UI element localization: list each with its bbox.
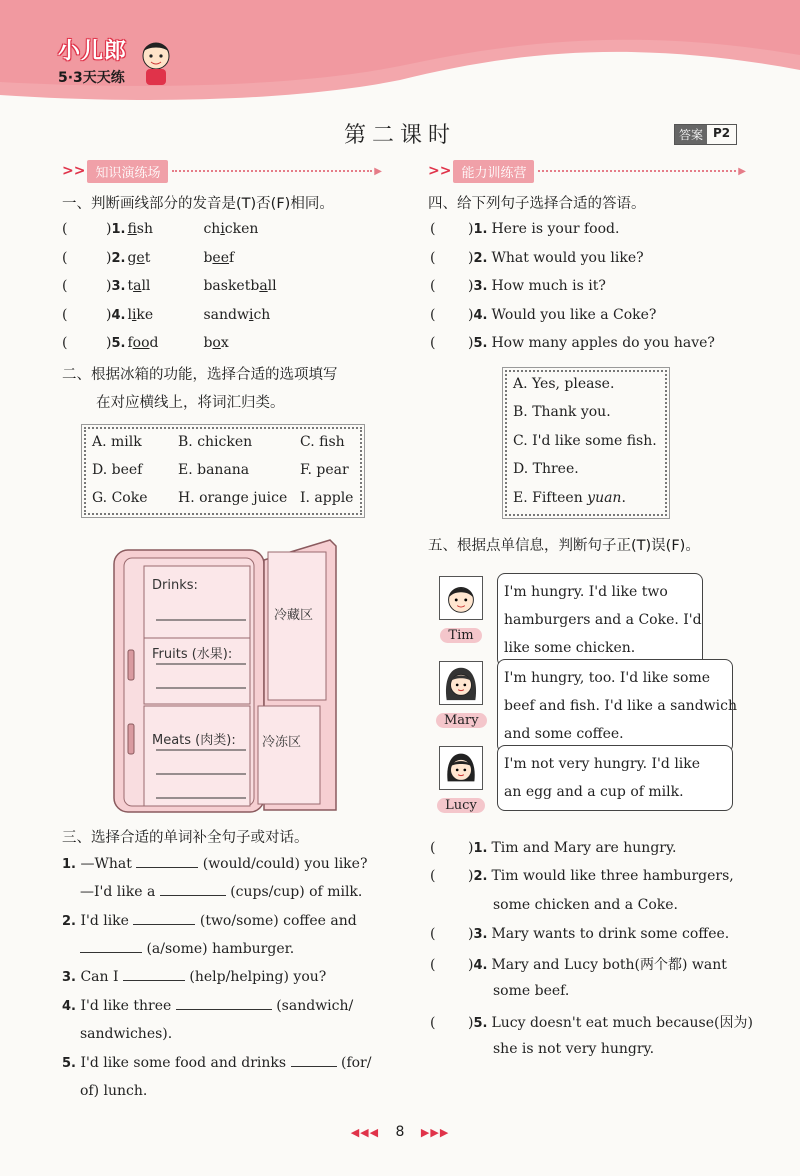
- item-number: 4.: [111, 307, 126, 323]
- word-part: d: [149, 335, 159, 351]
- word-2: [203, 250, 234, 266]
- answer-blank[interactable]: [291, 1055, 337, 1067]
- answer-paren-close: ): [106, 221, 112, 237]
- option-g: G. Coke: [92, 490, 148, 506]
- reply-option-a: A. Yes, please.: [513, 376, 615, 392]
- word-part: o: [212, 335, 221, 351]
- reply-option-b: B. Thank you.: [513, 404, 611, 420]
- item-text: Mary wants to drink some coffee.: [491, 926, 730, 942]
- item-number: 5.: [473, 336, 488, 351]
- q1-item: [62, 335, 229, 351]
- option-e: E. banana: [178, 462, 250, 478]
- answer-parentheses[interactable]: (: [430, 221, 436, 237]
- answer-tag-page: P2: [713, 126, 731, 140]
- speaker-lucy: [436, 746, 486, 813]
- answer-blank[interactable]: [80, 941, 142, 953]
- speaker-tim: [436, 576, 486, 643]
- answer-paren-close: ): [468, 278, 474, 294]
- word-1: [127, 278, 203, 294]
- question-2-heading-2: 在对应横线上，将词汇归类。: [96, 395, 285, 411]
- word-part: a: [133, 278, 142, 294]
- q3-text: I'd like three: [80, 998, 172, 1014]
- reply-option-d: D. Three.: [513, 461, 579, 477]
- answer-parentheses[interactable]: (: [62, 278, 68, 294]
- q3-text: —I'd like a: [80, 884, 156, 900]
- brand-name: 小儿郎: [58, 39, 128, 64]
- bubble-line: and some coffee.: [504, 726, 624, 742]
- item-text: Mary and Lucy both(两个都) want: [491, 957, 727, 973]
- answer-paren-close: ): [106, 306, 112, 323]
- word-2: [203, 307, 270, 323]
- q4-item: [430, 307, 656, 323]
- chevron-icon: >>: [428, 163, 452, 179]
- q3-line-6: [62, 998, 353, 1014]
- word-1: [127, 221, 203, 237]
- q3-text: of) lunch.: [80, 1083, 148, 1099]
- word-part: sandw: [203, 306, 249, 323]
- word-part: ch: [203, 221, 221, 237]
- q1-item: [62, 221, 258, 237]
- word-part: e: [136, 249, 145, 266]
- q4-item: [430, 221, 619, 237]
- q3-num: 2.: [62, 914, 76, 929]
- reply-option-e-text: E. Fifteen: [513, 490, 588, 506]
- bubble-line: beef and fish. I'd like a sandwich: [504, 698, 737, 714]
- q5-item-continued: some chicken and a Coke.: [493, 897, 678, 913]
- q5-item: [430, 868, 734, 884]
- answer-parentheses[interactable]: (: [62, 335, 68, 351]
- answer-paren-close: ): [106, 278, 112, 294]
- item-number: 3.: [473, 279, 488, 294]
- answer-paren-close: ): [468, 306, 474, 323]
- answer-paren-close: ): [468, 840, 474, 856]
- banner-dots: [538, 170, 736, 172]
- answer-blank[interactable]: [160, 884, 226, 896]
- item-text: Tim and Mary are hungry.: [491, 840, 677, 856]
- item-text: Tim would like three hamburgers,: [491, 868, 734, 884]
- word-part: l: [127, 306, 132, 323]
- item-text: Lucy doesn't eat much because(因为): [491, 1015, 753, 1031]
- word-1: [127, 307, 203, 323]
- q3-text: (would/could) you like?: [202, 856, 368, 872]
- word-2: [203, 278, 276, 294]
- q3-line-1: [62, 856, 367, 872]
- section-banner-right: [428, 160, 746, 182]
- banner-label: 能力训练营: [453, 160, 534, 183]
- q3-num: 5.: [62, 1056, 76, 1071]
- brand-logo: [58, 34, 127, 87]
- q3-line-4: [80, 941, 294, 957]
- fridge-cold-zone-label: 冷藏区: [274, 608, 314, 623]
- bubble-line: like some chicken.: [504, 640, 636, 656]
- answer-paren-close: ): [468, 868, 474, 884]
- q3-text: I'd like some food and drinks: [80, 1055, 287, 1071]
- answer-parentheses[interactable]: (: [62, 306, 68, 323]
- q3-num: 4.: [62, 999, 76, 1014]
- q3-line-7: [80, 1026, 172, 1042]
- word-part: basketb: [203, 278, 260, 294]
- answer-tag: [674, 124, 737, 145]
- page-footer: [0, 1124, 800, 1140]
- word-part: b: [203, 249, 213, 266]
- answer-parentheses[interactable]: (: [430, 278, 436, 294]
- word-part: x: [220, 335, 229, 351]
- fridge-freeze-zone-label: 冷冻区: [262, 735, 302, 750]
- q3-line-9: [80, 1083, 147, 1099]
- word-part: ish: [136, 221, 153, 237]
- word-part: ll: [267, 278, 277, 294]
- answer-paren-close: ): [468, 1015, 474, 1031]
- triangle-icon: ▶: [374, 165, 382, 177]
- girl-avatar-icon: [439, 661, 483, 705]
- item-number: 1.: [473, 222, 488, 237]
- answer-parentheses[interactable]: (: [430, 926, 436, 942]
- q3-num: 1.: [62, 857, 76, 872]
- answer-parentheses[interactable]: (: [430, 840, 436, 856]
- word-part: ll: [141, 278, 151, 294]
- option-b: B. chicken: [178, 434, 253, 450]
- answer-parentheses[interactable]: (: [430, 249, 436, 266]
- fridge-fruits-label: Fruits (水果):: [152, 647, 233, 662]
- section-banner-left: [62, 160, 382, 182]
- option-i: I. apple: [300, 490, 354, 506]
- question-4-heading: 四、给下列句子选择合适的答语。: [428, 196, 646, 212]
- question-1-heading: 一、判断画线部分的发音是(T)否(F)相同。: [62, 196, 334, 212]
- question-2-heading-1: 二、根据冰箱的功能，选择合适的选项填写: [62, 367, 338, 383]
- answer-paren-close: ): [468, 221, 474, 237]
- item-number: 5.: [111, 336, 126, 351]
- page-number: 8: [395, 1124, 405, 1140]
- q3-line-5: [62, 969, 326, 985]
- answer-paren-close: ): [468, 249, 474, 266]
- word-part: a: [259, 278, 268, 294]
- item-number: 1.: [111, 222, 126, 237]
- q3-line-3: [62, 913, 357, 929]
- fridge-illustration: [110, 538, 340, 816]
- answer-paren-close: ): [106, 335, 112, 351]
- arrow-right-icon: ▶▶▶: [420, 1126, 450, 1139]
- answer-paren-close: ): [468, 926, 474, 942]
- q4-item: [430, 335, 715, 351]
- answer-parentheses[interactable]: (: [430, 957, 436, 973]
- question-3-heading: 三、选择合适的单词补全句子或对话。: [62, 830, 309, 846]
- reply-option-e: [513, 490, 626, 506]
- q3-num: 3.: [62, 970, 76, 985]
- word-part: i: [220, 221, 225, 237]
- answer-paren-close: ): [468, 957, 474, 973]
- item-number: 4.: [473, 958, 488, 973]
- reply-option-e-end: .: [621, 490, 626, 506]
- option-d: D. beef: [92, 462, 143, 478]
- q3-text: —What: [80, 856, 132, 872]
- word-1: [127, 335, 203, 351]
- item-number: 2.: [473, 869, 488, 884]
- answer-paren-close: ): [106, 249, 112, 266]
- speech-bubble-mary: [497, 659, 737, 753]
- reply-option-c: C. I'd like some fish.: [513, 433, 657, 449]
- item-text: Would you like a Coke?: [491, 306, 657, 323]
- word-part: f: [127, 335, 133, 351]
- q3-text: sandwiches).: [80, 1026, 173, 1042]
- q3-text: (a/some) hamburger.: [146, 941, 295, 957]
- q4-item: [430, 250, 644, 266]
- q5-item: [430, 1012, 753, 1032]
- item-number: 1.: [473, 841, 488, 856]
- q5-item: [430, 954, 727, 974]
- word-part: t: [127, 278, 134, 294]
- word-part: i: [248, 306, 254, 323]
- options-box-q4: [505, 370, 667, 516]
- answer-blank[interactable]: [176, 998, 272, 1010]
- q3-text: (help/helping) you?: [189, 969, 327, 985]
- option-c: C. fish: [300, 434, 345, 450]
- item-number: 5.: [473, 1016, 488, 1031]
- speech-bubble-lucy: [497, 745, 733, 811]
- answer-parentheses[interactable]: (: [62, 249, 68, 266]
- q3-text: (cups/cup) of milk.: [230, 884, 363, 900]
- item-number: 3.: [111, 279, 126, 294]
- q5-item: [430, 840, 676, 856]
- word-part: cken: [224, 221, 259, 237]
- answer-paren-close: ): [468, 335, 474, 351]
- answer-parentheses[interactable]: (: [430, 1015, 436, 1031]
- option-h: H. orange juice: [178, 490, 288, 506]
- q3-text: (sandwich/: [276, 998, 354, 1014]
- word-part: t: [144, 249, 151, 266]
- option-f: F. pear: [300, 462, 349, 478]
- item-text: Here is your food.: [491, 221, 620, 237]
- speech-bubble-tim: [497, 573, 703, 667]
- q1-item: [62, 307, 270, 323]
- boy-avatar-icon: [439, 576, 483, 620]
- q1-item: [62, 278, 277, 294]
- brand-series: 5·3天天练: [58, 70, 125, 86]
- chevron-icon: >>: [62, 163, 86, 179]
- reply-option-e-italic: yuan: [587, 490, 622, 506]
- word-part: f: [229, 249, 235, 266]
- item-text: What would you like?: [491, 249, 644, 266]
- word-2: [203, 221, 258, 237]
- q3-text: I'd like: [80, 913, 129, 929]
- answer-parentheses[interactable]: (: [430, 868, 436, 884]
- q3-line-2: [80, 884, 362, 900]
- q3-text: (two/some) coffee and: [199, 913, 357, 929]
- item-number: 2.: [473, 250, 488, 266]
- mascot-icon: [138, 38, 174, 88]
- speaker-name: Lucy: [437, 798, 485, 813]
- q3-text: Can I: [80, 969, 119, 985]
- q4-item: [430, 278, 606, 294]
- options-box-q2: [84, 427, 362, 515]
- q3-text: (for/: [340, 1055, 372, 1071]
- page-title: 第二课时: [343, 123, 456, 148]
- word-part: g: [127, 249, 137, 266]
- word-part: oo: [132, 335, 150, 351]
- q5-item-continued: she is not very hungry.: [493, 1041, 655, 1057]
- answer-blank[interactable]: [123, 969, 185, 981]
- q1-item: [62, 250, 234, 266]
- word-part: ke: [136, 306, 154, 323]
- speaker-name: Tim: [440, 628, 481, 643]
- fridge-drinks-label: Drinks:: [152, 578, 198, 593]
- item-number: 4.: [473, 307, 488, 323]
- word-part: f: [127, 221, 137, 237]
- word-2: [203, 335, 228, 351]
- banner-label: 知识演练场: [87, 160, 168, 183]
- bubble-line: I'm hungry. I'd like two: [504, 584, 668, 600]
- item-number: 3.: [473, 927, 488, 942]
- item-text: How much is it?: [491, 278, 606, 294]
- item-text: How many apples do you have?: [491, 335, 715, 351]
- answer-tag-label: 答案: [675, 125, 707, 144]
- word-part: b: [203, 335, 213, 351]
- bubble-line: hamburgers and a Coke. I'd: [504, 612, 702, 628]
- option-a: A. milk: [92, 434, 142, 450]
- triangle-icon: ▶: [738, 165, 746, 177]
- bubble-line: I'm not very hungry. I'd like: [504, 756, 701, 772]
- speaker-mary: [436, 661, 486, 728]
- bubble-line: I'm hungry, too. I'd like some: [504, 670, 711, 686]
- word-part: i: [131, 306, 137, 323]
- answer-blank[interactable]: [136, 856, 198, 868]
- bubble-line: an egg and a cup of milk.: [504, 784, 684, 800]
- answer-parentheses[interactable]: (: [430, 335, 436, 351]
- q5-item-continued: some beef.: [493, 983, 570, 999]
- word-part: ch: [253, 306, 271, 323]
- girl-avatar-icon: [439, 746, 483, 790]
- answer-blank[interactable]: [133, 913, 195, 925]
- answer-parentheses[interactable]: (: [62, 221, 68, 237]
- word-part: ee: [212, 249, 229, 266]
- q5-item: [430, 926, 729, 942]
- item-number: 2.: [111, 250, 126, 266]
- arrow-left-icon: ◀◀◀: [350, 1126, 380, 1139]
- fridge-meats-label: Meats (肉类):: [152, 733, 236, 748]
- answer-parentheses[interactable]: (: [430, 306, 436, 323]
- q3-line-8: [62, 1055, 371, 1071]
- speaker-name: Mary: [436, 713, 487, 728]
- word-1: [127, 250, 203, 266]
- banner-dots: [172, 170, 372, 172]
- question-5-heading: 五、根据点单信息，判断句子正(T)误(F)。: [428, 538, 700, 554]
